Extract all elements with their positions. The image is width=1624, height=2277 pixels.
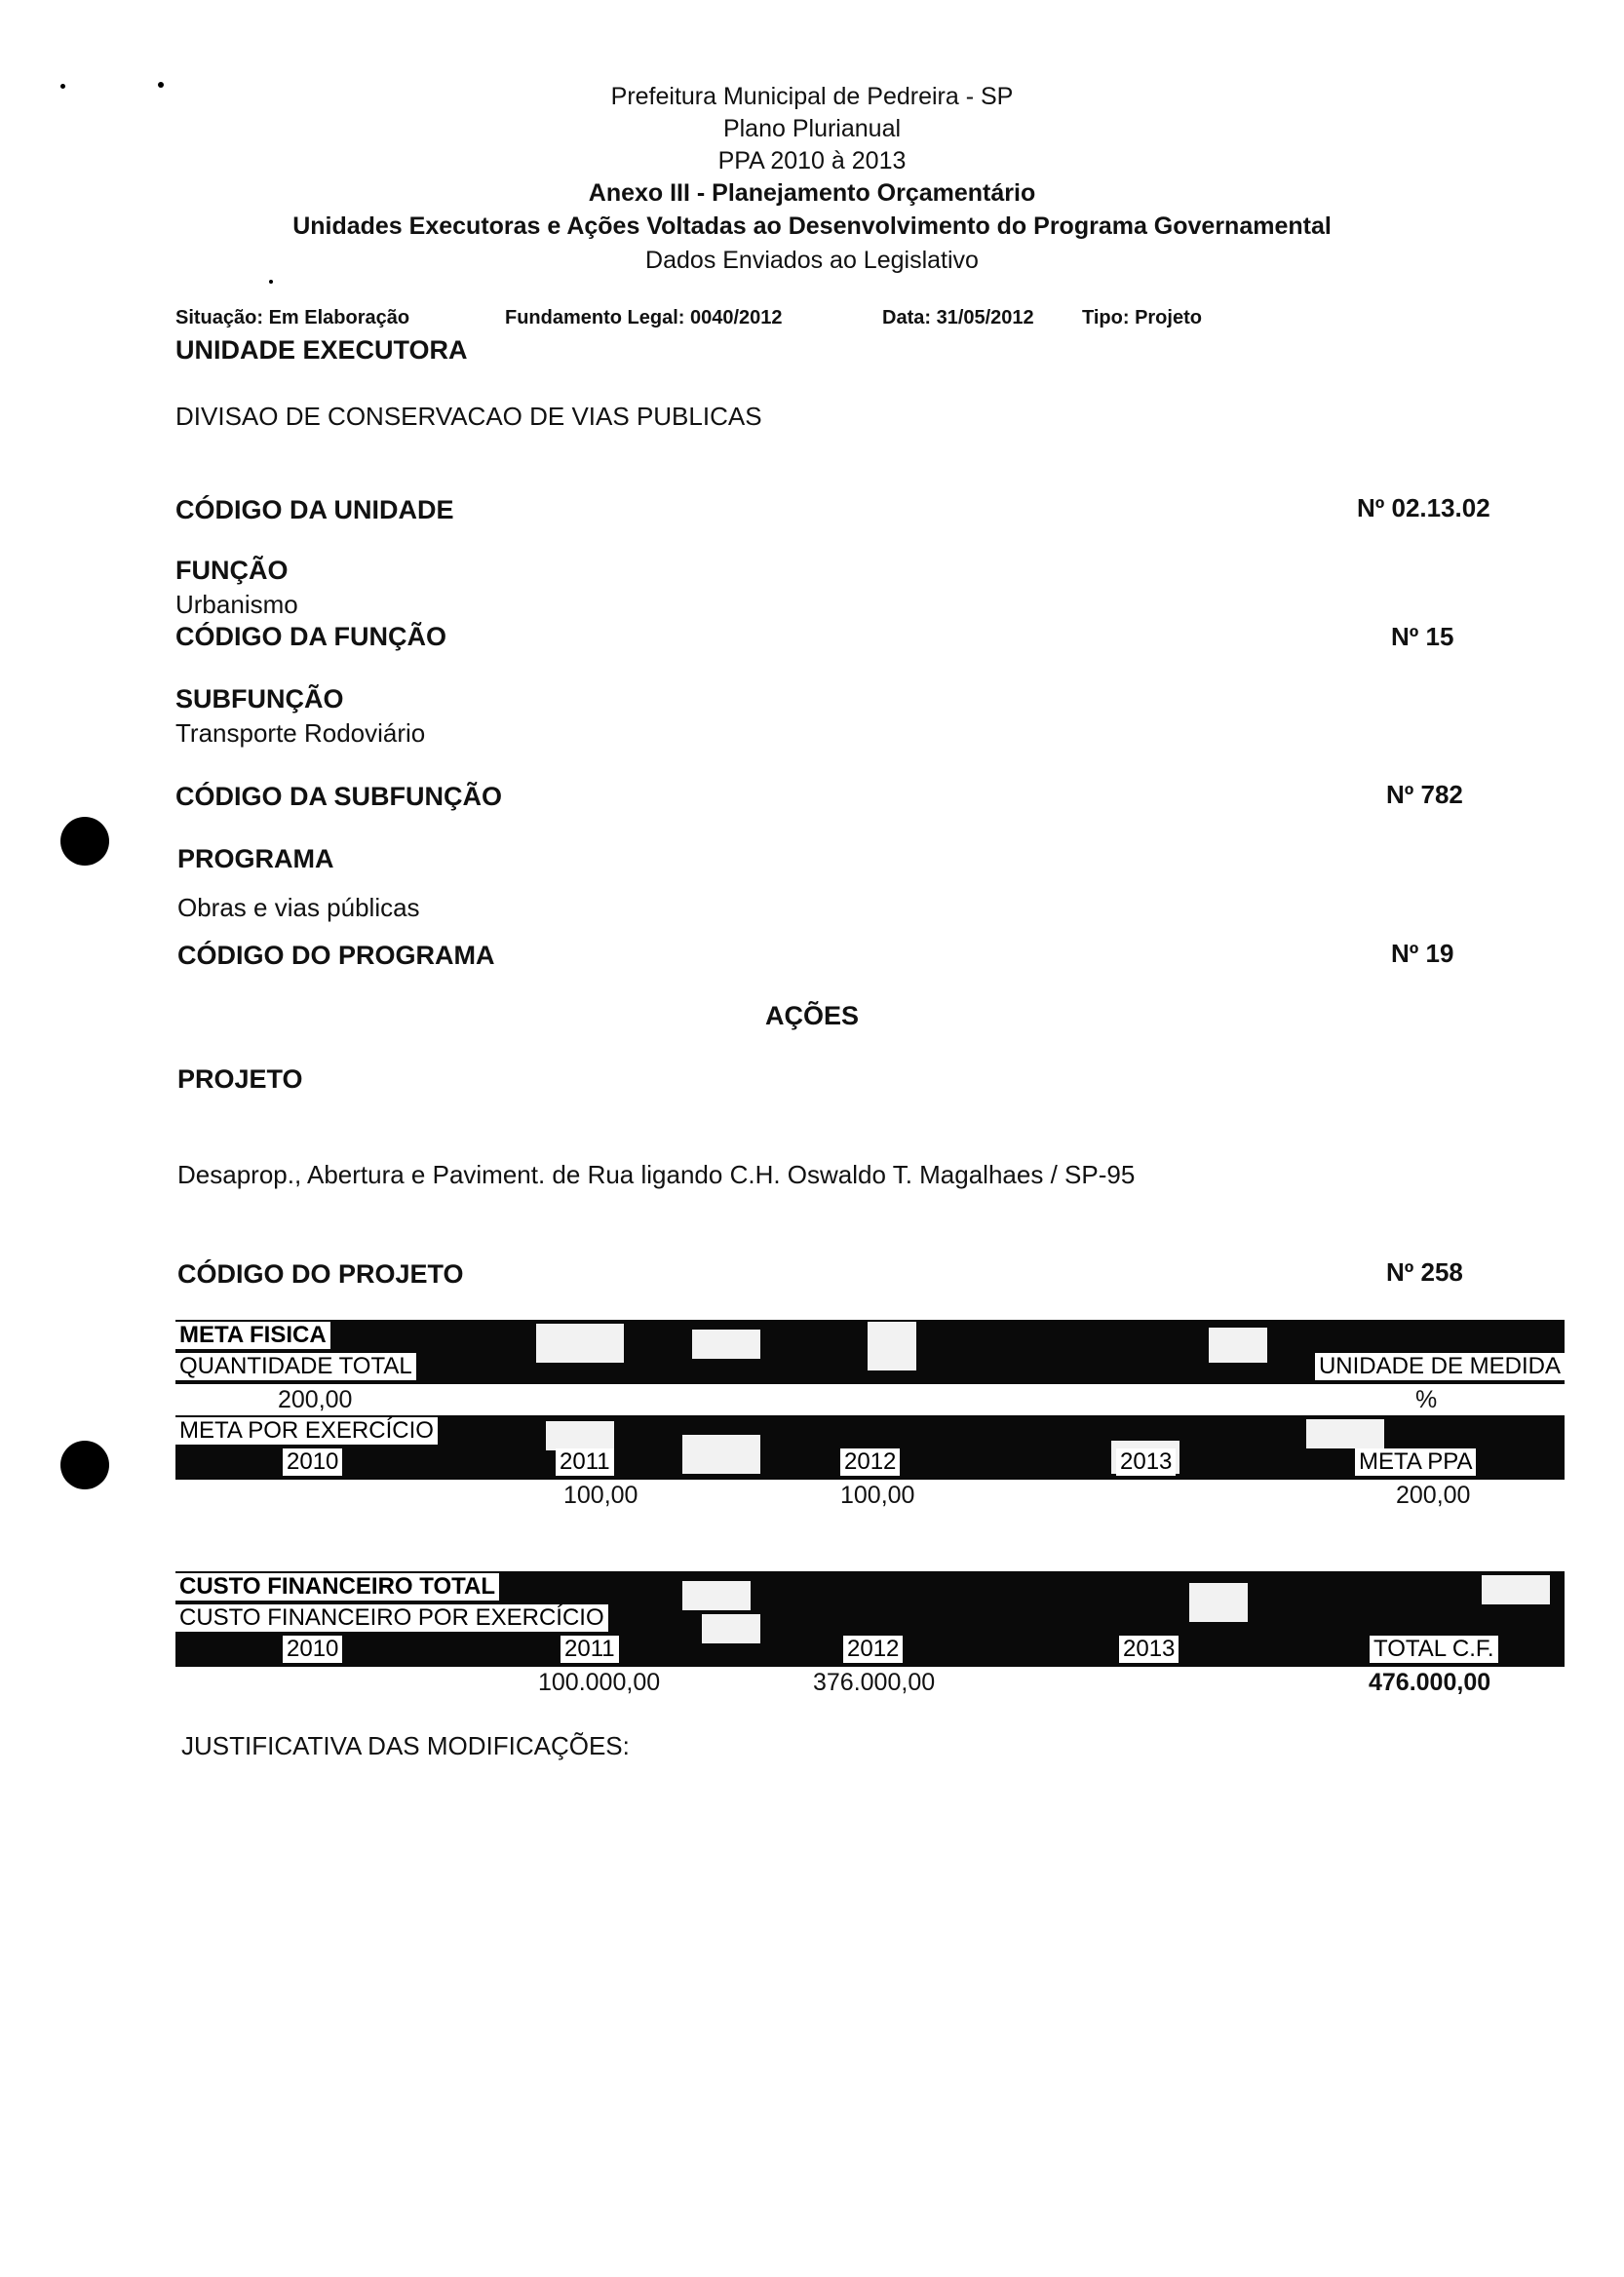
header-note: Dados Enviados ao Legislativo (645, 247, 979, 274)
unidade-medida-value: % (1415, 1386, 1438, 1413)
speck-3 (269, 280, 273, 284)
header-annex: Anexo III - Planejamento Orçamentário (588, 179, 1036, 207)
status-fundamento: Fundamento Legal: 0040/2012 (505, 307, 783, 328)
meta-ppa-value: 200,00 (1396, 1482, 1471, 1509)
codigo-unidade-value: Nº 02.13.02 (1357, 493, 1490, 522)
custo-2011-value: 100.000,00 (538, 1669, 661, 1696)
meta-year-2010: 2010 (283, 1448, 342, 1476)
subfuncao-label: SUBFUNÇÃO (175, 684, 344, 714)
funcao-label: FUNÇÃO (175, 556, 289, 585)
meta-year-2013: 2013 (1116, 1448, 1176, 1476)
header-period: PPA 2010 à 2013 (717, 147, 907, 174)
meta-2012-value: 100,00 (840, 1482, 915, 1509)
projeto-nome: Desaprop., Abertura e Paviment. de Rua ligando C.H. Oswaldo T. Magalhaes / SP-95 (177, 1160, 1136, 1189)
header-plan: Plano Plurianual (722, 115, 902, 142)
unidade-medida-label: UNIDADE DE MEDIDA (1315, 1353, 1565, 1380)
codigo-funcao-value: Nº 15 (1391, 622, 1454, 651)
status-situacao: Situação: Em Elaboração (175, 307, 410, 328)
custo-total-title: CUSTO FINANCEIRO TOTAL (175, 1573, 499, 1601)
subfuncao-nome: Transporte Rodoviário (175, 718, 426, 748)
meta-2011-value: 100,00 (563, 1482, 638, 1509)
meta-fisica-title: META FISICA (175, 1322, 330, 1349)
meta-exercicio-band (175, 1415, 1565, 1480)
codigo-unidade-label: CÓDIGO DA UNIDADE (175, 495, 454, 524)
quantidade-total-label: QUANTIDADE TOTAL (175, 1353, 416, 1380)
programa-label: PROGRAMA (177, 844, 334, 873)
codigo-programa-value: Nº 19 (1391, 939, 1454, 968)
projeto-label: PROJETO (177, 1064, 303, 1094)
justificativa-label: JUSTIFICATIVA DAS MODIFICAÇÕES: (181, 1731, 630, 1760)
punch-hole-top (60, 817, 109, 866)
unidade-label: UNIDADE EXECUTORA (175, 335, 468, 365)
custo-total-label: TOTAL C.F. (1370, 1636, 1498, 1663)
meta-fisica-band (175, 1320, 1565, 1384)
codigo-projeto-value: Nº 258 (1386, 1257, 1463, 1287)
header-municipality: Prefeitura Municipal de Pedreira - SP (610, 83, 1014, 110)
funcao-nome: Urbanismo (175, 590, 298, 619)
custo-year-2010: 2010 (283, 1636, 342, 1663)
status-tipo: Tipo: Projeto (1082, 307, 1202, 328)
meta-year-2011: 2011 (556, 1448, 614, 1476)
custo-financeiro-band (175, 1571, 1565, 1667)
meta-year-2012: 2012 (840, 1448, 900, 1476)
custo-total-value: 476.000,00 (1369, 1669, 1491, 1696)
codigo-subfuncao-label: CÓDIGO DA SUBFUNÇÃO (175, 782, 502, 811)
codigo-programa-label: CÓDIGO DO PROGRAMA (177, 941, 495, 970)
custo-year-2013: 2013 (1119, 1636, 1179, 1663)
header-subtitle: Unidades Executoras e Ações Voltadas ao Desenvolvimento do Programa Governamental (292, 212, 1332, 240)
codigo-subfuncao-value: Nº 782 (1386, 780, 1463, 809)
quantidade-total-value: 200,00 (278, 1386, 353, 1413)
punch-hole-bottom (60, 1441, 109, 1489)
custo-year-2011: 2011 (561, 1636, 619, 1663)
codigo-projeto-label: CÓDIGO DO PROJETO (177, 1259, 464, 1289)
unidade-nome: DIVISAO DE CONSERVACAO DE VIAS PUBLICAS (175, 402, 762, 431)
custo-year-2012: 2012 (843, 1636, 903, 1663)
custo-2012-value: 376.000,00 (813, 1669, 936, 1696)
status-data: Data: 31/05/2012 (882, 307, 1034, 328)
meta-exercicio-title: META POR EXERCÍCIO (175, 1417, 438, 1445)
acoes-title: AÇÕES (764, 1001, 860, 1030)
codigo-funcao-label: CÓDIGO DA FUNÇÃO (175, 622, 446, 651)
programa-nome: Obras e vias públicas (177, 893, 420, 922)
custo-exercicio-title: CUSTO FINANCEIRO POR EXERCÍCIO (175, 1604, 608, 1632)
meta-ppa-label: META PPA (1355, 1448, 1476, 1476)
